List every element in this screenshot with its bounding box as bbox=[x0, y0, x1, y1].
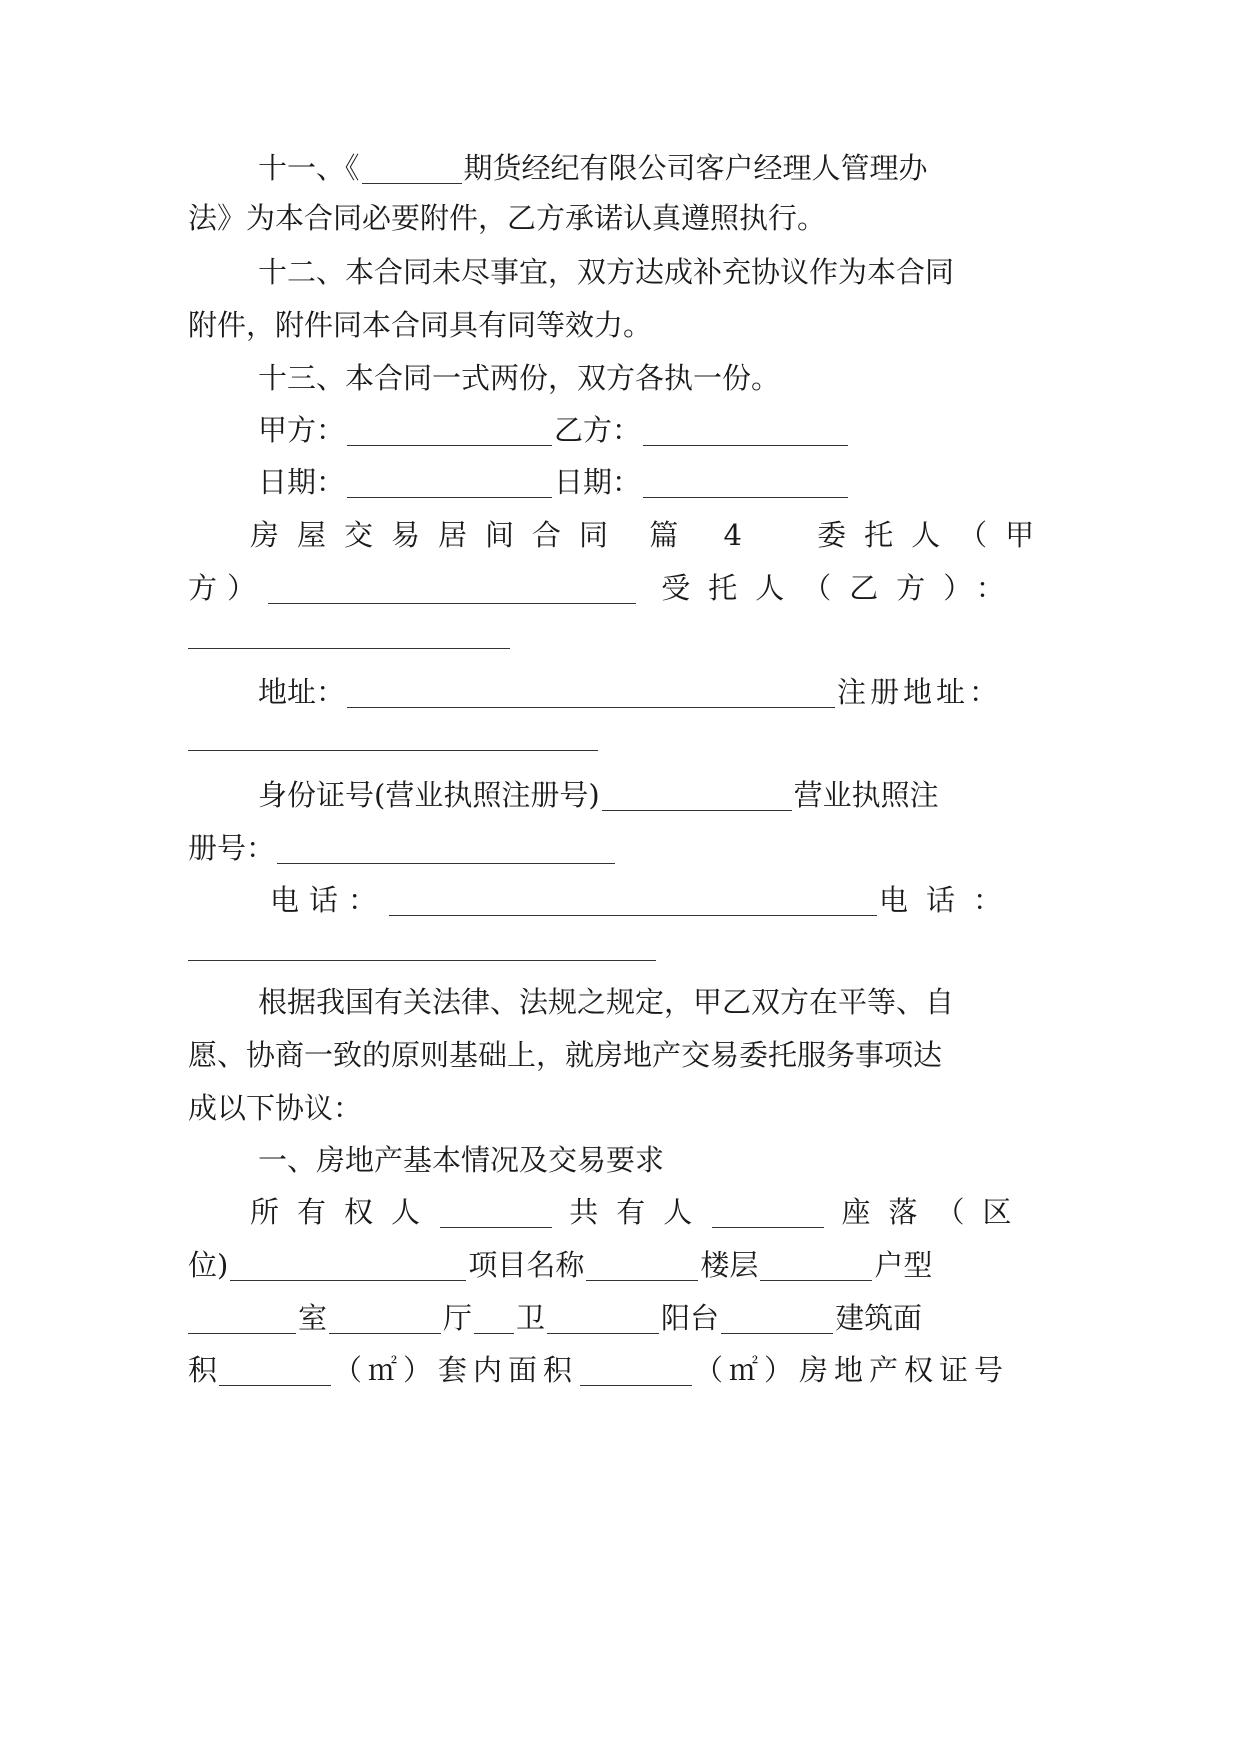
location-line bbox=[188, 1245, 1060, 1285]
client-label-cont: 方） bbox=[188, 571, 267, 605]
project-name-blank[interactable] bbox=[586, 1250, 698, 1281]
preamble-line2: 愿、协商一致的原则基础上，就房地产交易委托服务事项达 bbox=[188, 1038, 943, 1072]
clause-12-line1: 十二、本合同未尽事宜，双方达成补充协议作为本合同 bbox=[258, 255, 955, 289]
clause-12-line2: 附件，附件同本合同具有同等效力。 bbox=[188, 308, 653, 342]
inner-area-blank[interactable] bbox=[580, 1355, 692, 1386]
address-line bbox=[258, 672, 1060, 712]
owner-line bbox=[250, 1192, 1060, 1232]
hall-blank[interactable] bbox=[474, 1303, 514, 1334]
party-a-blank[interactable] bbox=[347, 415, 552, 446]
house-type-blank[interactable] bbox=[188, 1303, 296, 1334]
owner-label: 所有权人 bbox=[250, 1195, 439, 1229]
phone-2-blank[interactable] bbox=[188, 960, 656, 961]
party-b-label: 乙方： bbox=[554, 413, 642, 447]
hall-label: 厅 bbox=[443, 1301, 473, 1335]
build-area-label-cont: 积 bbox=[188, 1353, 218, 1387]
inner-area-label: （㎡）套内面积 bbox=[333, 1353, 579, 1387]
location-blank[interactable] bbox=[230, 1250, 466, 1281]
layout-line bbox=[188, 1298, 1060, 1338]
client-blank[interactable] bbox=[268, 573, 636, 604]
floor-label: 楼层 bbox=[700, 1248, 759, 1282]
client-trustee-line bbox=[188, 568, 1060, 608]
date-b-blank[interactable] bbox=[643, 467, 848, 498]
phone-blank[interactable] bbox=[389, 885, 877, 916]
reg-address-label: 注册地址： bbox=[837, 675, 1003, 709]
project-name-label: 项目名称 bbox=[468, 1248, 585, 1282]
date-b-label: 日期： bbox=[554, 465, 642, 499]
area-line bbox=[188, 1350, 1060, 1390]
balcony-label: 阳台 bbox=[661, 1301, 720, 1335]
company-name-blank[interactable] bbox=[362, 153, 462, 184]
co-owner-label: 共有人 bbox=[569, 1195, 711, 1229]
clause-11-line2: 法》为本合同必要附件，乙方承诺认真遵照执行。 bbox=[188, 201, 827, 235]
clause-11-prefix: 十一、《 bbox=[258, 151, 360, 185]
balcony-blank[interactable] bbox=[721, 1303, 833, 1334]
contract-title: 房屋交易居间合同 bbox=[250, 518, 627, 552]
address-label: 地址： bbox=[258, 675, 346, 709]
phone-label: 电话： bbox=[270, 883, 388, 917]
id-number-label: 身份证号(营业执照注册号) bbox=[258, 778, 600, 812]
phone-line bbox=[270, 880, 1060, 920]
house-type-label: 户型 bbox=[874, 1248, 933, 1282]
preamble-line3: 成以下协议： bbox=[188, 1091, 363, 1125]
section-number: 篇 4 bbox=[649, 518, 760, 552]
owner-blank[interactable] bbox=[440, 1197, 552, 1228]
trustee-label: 受托人（乙方）： bbox=[661, 571, 1023, 605]
section-1-heading: 一、房地产基本情况及交易要求 bbox=[258, 1143, 665, 1177]
address-blank[interactable] bbox=[347, 677, 835, 708]
date-a-blank[interactable] bbox=[347, 467, 552, 498]
date-a-label: 日期： bbox=[258, 465, 346, 499]
reg-address-blank[interactable] bbox=[188, 750, 598, 751]
license-line bbox=[188, 828, 1060, 868]
license-blank[interactable] bbox=[277, 833, 615, 864]
floor-blank[interactable] bbox=[760, 1250, 872, 1281]
date-row bbox=[258, 462, 1060, 502]
bath-label: 卫 bbox=[516, 1301, 546, 1335]
bath-blank[interactable] bbox=[547, 1303, 659, 1334]
license-label: 营业执照注 bbox=[793, 778, 939, 812]
trustee-blank[interactable] bbox=[188, 648, 510, 649]
id-line bbox=[258, 775, 1060, 815]
room-label: 室 bbox=[298, 1301, 328, 1335]
clause-13: 十三、本合同一式两份，双方各执一份。 bbox=[258, 361, 781, 395]
preamble-line1: 根据我国有关法律、法规之规定，甲乙双方在平等、自 bbox=[258, 985, 955, 1019]
party-b-blank[interactable] bbox=[643, 415, 848, 446]
location-label: 座落（区 bbox=[841, 1195, 1030, 1229]
party-a-label: 甲方： bbox=[258, 413, 346, 447]
phone-label-2: 电话： bbox=[879, 883, 1021, 917]
id-number-blank[interactable] bbox=[602, 780, 792, 811]
build-area-blank[interactable] bbox=[219, 1355, 331, 1386]
contract-heading-line bbox=[250, 515, 1060, 555]
location-label-cont: 位) bbox=[188, 1248, 229, 1282]
build-area-label: 建筑面 bbox=[835, 1301, 923, 1335]
signature-row bbox=[258, 410, 1060, 450]
clause-11-line1 bbox=[258, 148, 1060, 188]
co-owner-blank[interactable] bbox=[712, 1197, 824, 1228]
room-blank[interactable] bbox=[329, 1303, 441, 1334]
client-label: 委托人（甲 bbox=[817, 518, 1053, 552]
license-label-cont: 册号： bbox=[188, 831, 276, 865]
certificate-label: （㎡）房地产权证号 bbox=[694, 1353, 1010, 1387]
clause-11-text: 期货经纪有限公司客户经理人管理办 bbox=[463, 151, 928, 185]
